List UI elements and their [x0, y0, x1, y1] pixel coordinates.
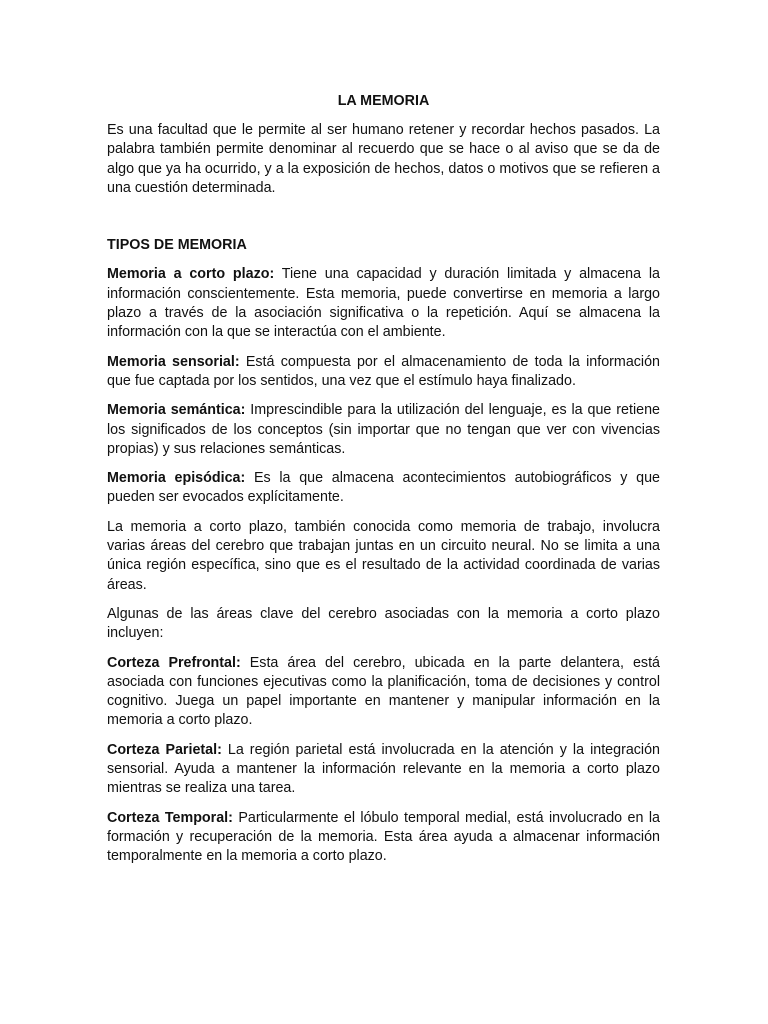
area-prefrontal — [107, 654, 660, 731]
memory-type-episodic — [107, 469, 660, 508]
working-memory-paragraph: La memoria a corto plazo, también conocida como memoria de trabajo, involucra varias áreas del cerebro que trabajan juntas en un circuito neural. No se limita a una única región específica, sino que es el resultado de la actividad coordinada de varias áreas. — [107, 518, 660, 593]
document-page — [107, 92, 660, 877]
term-label: Corteza Prefrontal: — [107, 654, 241, 671]
term-label: Corteza Parietal: — [107, 741, 222, 758]
areas-intro-paragraph: Algunas de las áreas clave del cerebro asociadas con la memoria a corto plazo incluyen: — [107, 605, 660, 642]
term-description: Es la que almacena acontecimientos autobiográficos y que pueden ser evocados explícitamente. — [107, 470, 660, 506]
section-heading: TIPOS DE MEMORIA — [107, 237, 247, 254]
memory-type-sensory — [107, 353, 660, 392]
term-description: Imprescindible para la utilización del lenguaje, es la que retiene los significados de los conceptos (sin importar que no tengan que ver con vivencias propias) y sus relaciones semánticas. — [107, 402, 660, 457]
document-title: LA MEMORIA — [337, 93, 430, 109]
term-description: Está compuesta por el almacenamiento de toda la información que fue captada por los sentidos, una vez que el estímulo haya finalizado. — [107, 353, 660, 389]
term-description: Particularmente el lóbulo temporal medial, está involucrado en la formación y recuperación de la memoria. Esta área ayuda a almacenar información temporalmente en la memoria a corto plazo. — [107, 809, 660, 865]
term-description: Tiene una capacidad y duración limitada y almacena la información conscientemente. Esta memoria, puede convertirse en memoria a largo plazo a través de la asociación significativa o la repetición. Aquí se almacena la información con la que se interactúa con el ambiente. — [107, 266, 661, 341]
intro-paragraph: Es una facultad que le permite al ser humano retener y recordar hechos pasados. La palabra también permite denominar al recuerdo que se hace o al aviso que se da de algo que ya ha ocurrido, y a la exposición de hechos, datos o motivos que se refieren a una cuestión determinada. — [107, 122, 660, 196]
area-parietal — [107, 741, 660, 799]
term-label: Corteza Temporal: — [107, 809, 233, 826]
term-label: Memoria episódica: — [107, 470, 246, 487]
area-temporal — [107, 809, 660, 867]
term-description: Esta área del cerebro, ubicada en la parte delantera, está asociada con funciones ejecutivas como la planificación, toma de decisiones y control cognitivo. Juega un papel importante en mantener y manipular información en la memoria a corto plazo. — [107, 654, 660, 729]
term-label: Memoria sensorial: — [107, 353, 240, 370]
term-description: La región parietal está involucrada en la atención y la integración sensorial. Ayuda a mantener la información relevante en la memoria a corto plazo mientras se realiza una tarea. — [107, 741, 661, 797]
term-label: Memoria a corto plazo: — [107, 266, 275, 283]
memory-type-short-term — [107, 265, 660, 342]
memory-type-semantic — [107, 401, 660, 459]
term-label: Memoria semántica: — [107, 402, 246, 419]
